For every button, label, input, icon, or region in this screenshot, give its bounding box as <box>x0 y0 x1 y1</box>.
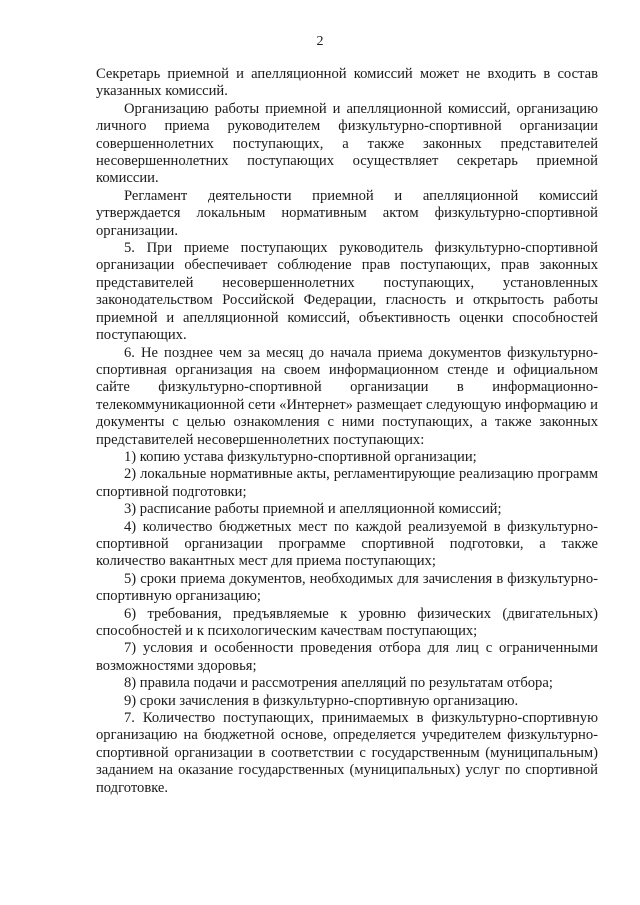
paragraph: 1) копию устава физкультурно-спортивной организации; <box>124 448 477 465</box>
paragraph: 4) количество бюджетных мест по каждой реализуемой в физкультурно-спортивной организации программе спортивной подготовки, а также количество вакантных мест для приема поступающих; <box>96 518 598 570</box>
paragraph: 3) расписание работы приемной и апелляционной комиссий; <box>124 501 502 518</box>
paragraph: Секретарь приемной и апелляционной комиссий может не входить в состав указанных комиссий. <box>96 66 598 100</box>
page-number: 2 <box>316 34 324 49</box>
paragraph: 7. Количество поступающих, принимаемых в физкультурно-спортивную организацию на бюджетной основе, определяется учредителем физкультурно-спортивной организации в соответствии с государственным (муниципальным) заданием на оказание государственных (муниципальных) услуг по спортивной подготовке. <box>96 710 598 796</box>
paragraph: Организацию работы приемной и апелляционной комиссий, организацию личного приема руководителем физкультурно-спортивной организации совершеннолетних поступающих, а также законных представителей несовершеннолетних поступающих осуществляет секретарь приемной комиссии. <box>96 100 598 187</box>
paragraph: 2) локальные нормативные акты, регламентирующие реализацию программ спортивной подготовки; <box>96 466 598 500</box>
paragraph: Регламент деятельности приемной и апелляционной комиссий утверждается локальным нормативным актом физкультурно-спортивной организации. <box>96 187 598 239</box>
document-body <box>96 66 598 797</box>
paragraph: 5. При приеме поступающих руководитель физкультурно-спортивной организации обеспечивает соблюдение прав поступающих, прав законных представителей несовершеннолетних поступающих, установленных законодательством Российской Федерации, гласность и открытость работы приемной и апелляционной комиссий, объективность оценки способностей поступающих. <box>96 240 598 344</box>
paragraph: 8) правила подачи и рассмотрения апелляций по результатам отбора; <box>124 675 553 692</box>
paragraph: 7) условия и особенности проведения отбора для лиц с ограниченными возможностями здоровья; <box>96 640 598 674</box>
paragraph: 6. Не позднее чем за месяц до начала приема документов физкультурно-спортивная организация на своем информационном стенде и официальном сайте физкультурно-спортивной организации в информационно-телекоммуникационной сети «Интернет» размещает следующую информацию и документы с целью ознакомления с ними поступающих, а также законных представителей несовершеннолетних поступающих: <box>96 344 598 448</box>
paragraph: 5) сроки приема документов, необходимых для зачисления в физкультурно-спортивную организацию; <box>96 570 598 605</box>
paragraph: 6) требования, предъявляемые к уровню физических (двигательных) способностей и к психологическим качествам поступающих; <box>96 605 598 639</box>
paragraph: 9) сроки зачисления в физкультурно-спортивную организацию. <box>124 692 519 709</box>
